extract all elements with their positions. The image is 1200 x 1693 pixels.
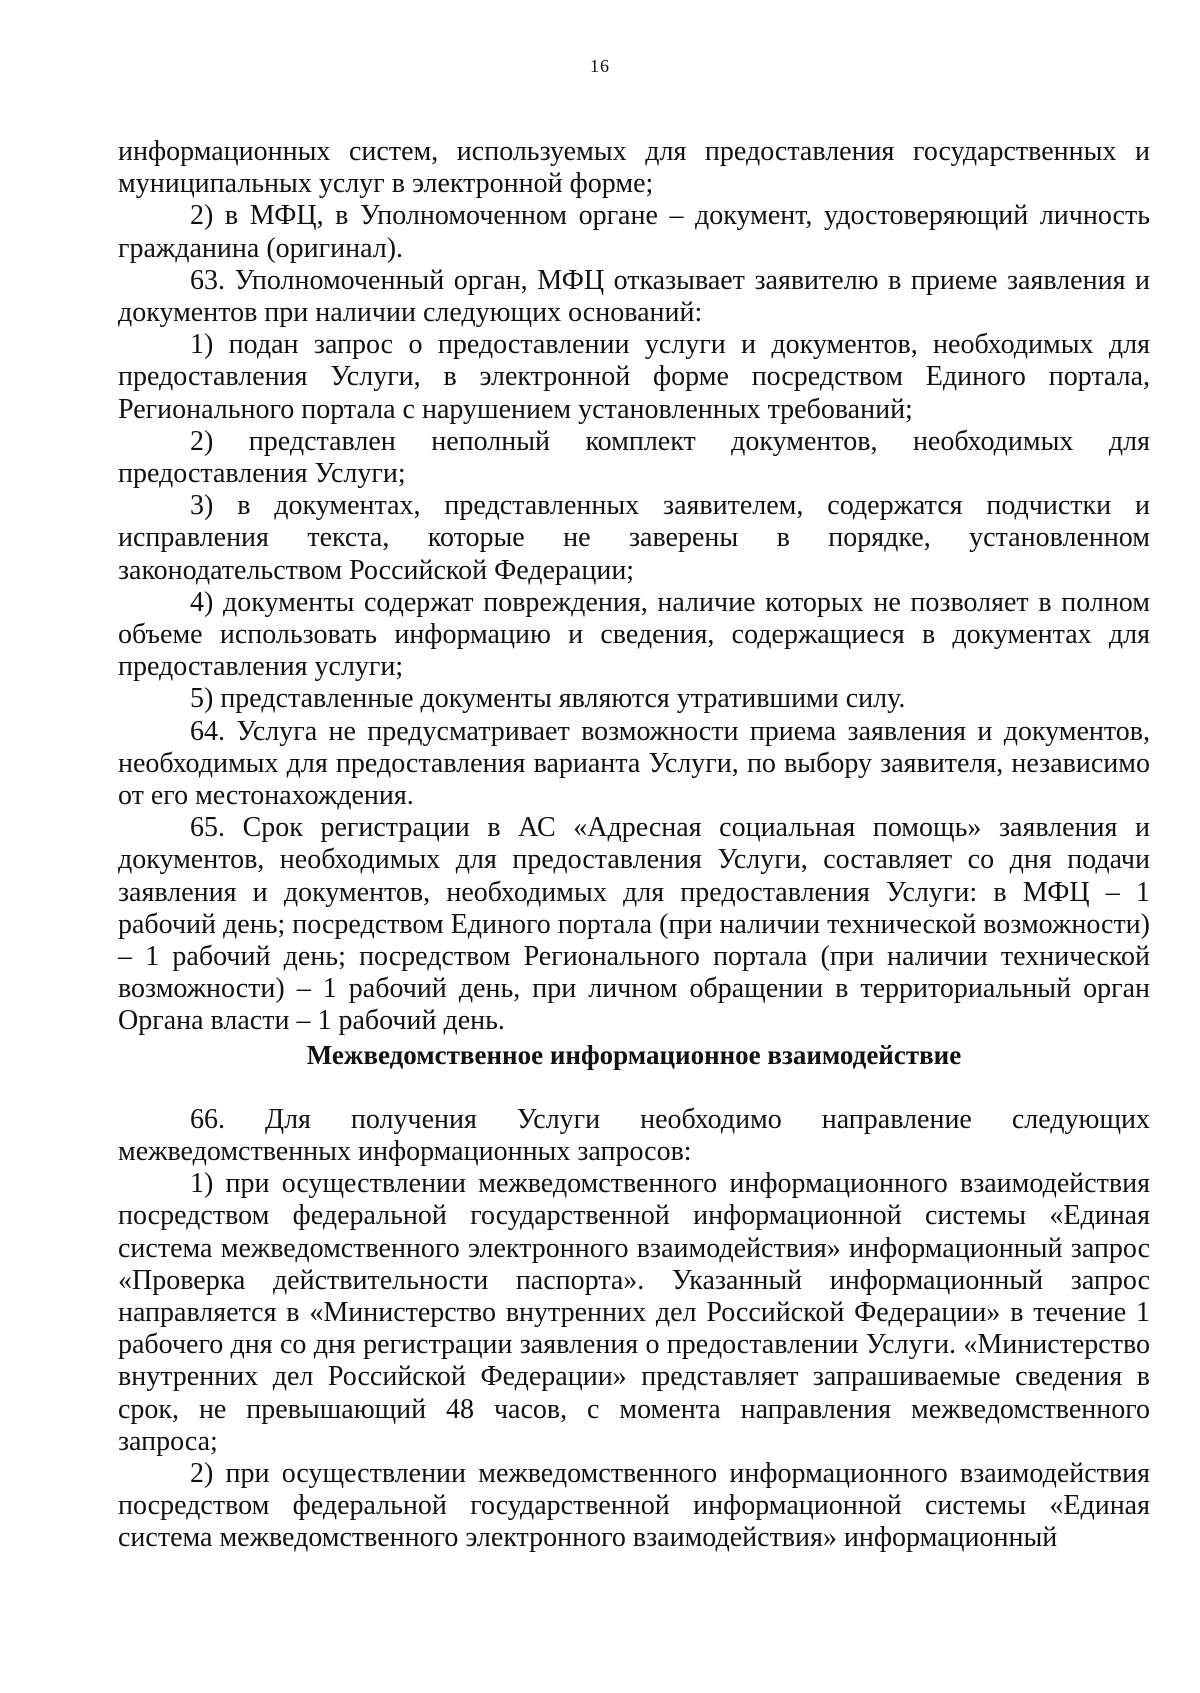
paragraph-66-item-1: 1) при осуществлении межведомственного информационного взаимодействия посредством федеральной государственной информационной системы «Единая система межведомственного электронного взаимодействия» информационный запрос «Проверка действительности паспорта». Указанный информационный запрос направляется в «Министерство внутренних дел Российской Федерации» в течение 1 рабочего дня со дня регистрации заявления о предоставлении Услуги. «Министерство внутренних дел Российской Федерации» представляет запрашиваемые сведения в срок, не превышающий 48 часов, с момента направления межведомственного запроса; [118,1168,1150,1457]
paragraph-66-item-2: 2) при осуществлении межведомственного информационного взаимодействия посредством федеральной государственной информационной системы «Единая система межведомственного электронного взаимодействия» информационный [118,1457,1150,1554]
paragraph-continuation: информационных систем, используемых для предоставления государственных и муниципальных услуг в электронной форме; [118,136,1150,200]
paragraph-63-item-1: 1) подан запрос о предоставлении услуги и документов, необходимых для предоставления Услуги, в электронной форме посредством Единого портала, Регионального портала с нарушением установленных требований; [118,329,1150,425]
document-body [118,136,1150,1555]
paragraph-63-item-4: 4) документы содержат повреждения, наличие которых не позволяет в полном объеме использовать информацию и сведения, содержащиеся в документах для предоставления услуги; [118,586,1150,683]
section-heading: Межведомственное информационное взаимодействие [306,1039,962,1070]
paragraph-66: 66. Для получения Услуги необходимо направление следующих межведомственных информационных запросов: [118,1103,1150,1167]
paragraph-63-item-5: 5) представленные документы являются утратившими силу. [190,683,906,715]
paragraph-63-item-3: 3) в документах, представленных заявителем, содержатся подчистки и исправления текста, которые не заверены в порядке, установленном законодательством Российской Федерации; [118,490,1150,586]
paragraph-63: 63. Уполномоченный орган, МФЦ отказывает заявителю в приеме заявления и документов при наличии следующих оснований: [118,264,1150,329]
paragraph-63-item-2: 2) представлен неполный комплект документов, необходимых для предоставления Услуги; [118,425,1150,490]
paragraph-item-2-mfc: 2) в МФЦ, в Уполномоченном органе – документ, удостоверяющий личность гражданина (оригинал). [118,200,1150,264]
paragraph-65: 65. Срок регистрации в АС «Адресная социальная помощь» заявления и документов, необходимых для предоставления Услуги, составляет со дня подачи заявления и документов, необходимых для предоставления Услуги: в МФЦ – 1 рабочий день; посредством Единого портала (при наличии технической возможности) – 1 рабочий день; посредством Регионального портала (при наличии технической возможности) – 1 рабочий день, при личном обращении в территориальный орган Органа власти – 1 рабочий день. [118,812,1150,1037]
paragraph-64: 64. Услуга не предусматривает возможности приема заявления и документов, необходимых для предоставления варианта Услуги, по выбору заявителя, независимо от его местонахождения. [118,715,1150,812]
page-number: 16 [590,56,610,76]
